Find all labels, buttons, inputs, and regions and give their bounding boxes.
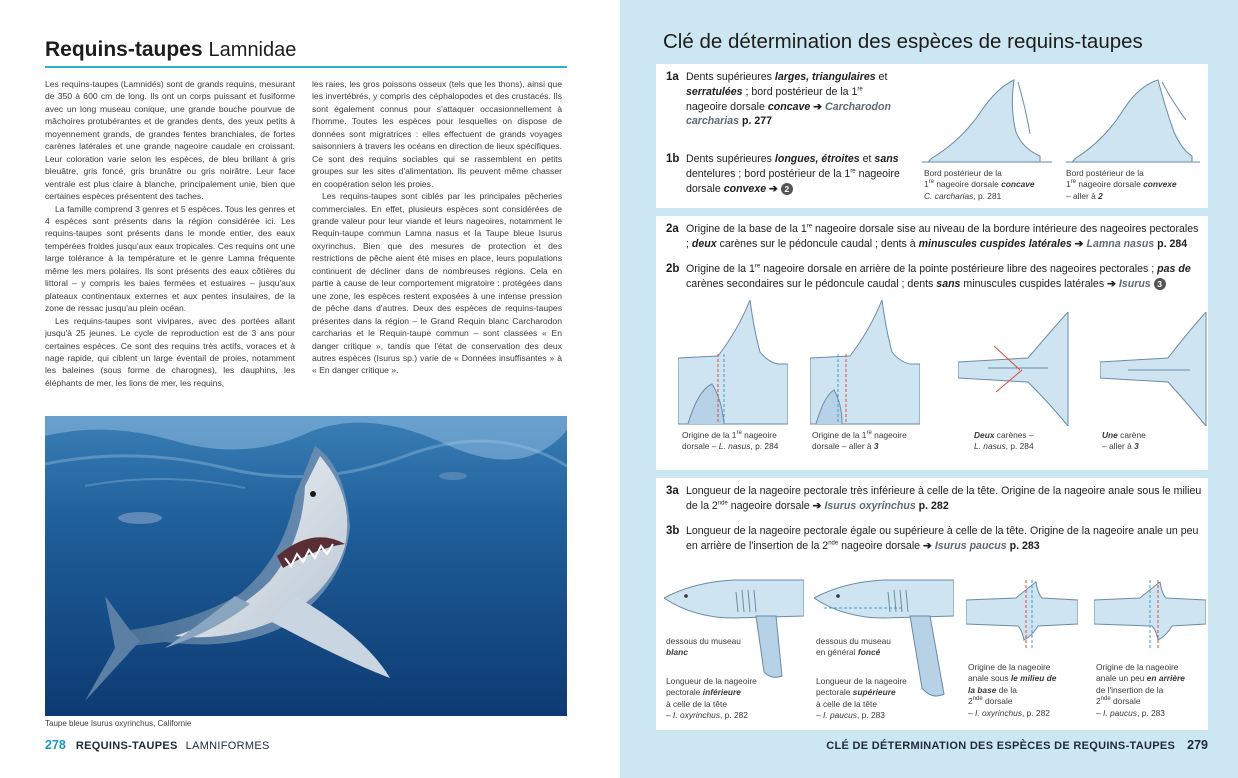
footer-section: CLÉ DE DÉTERMINATION DES ESPÈCES DE REQUINS-TAUPES	[826, 740, 1176, 752]
dorsal-origin-lnasus-figure	[678, 300, 788, 426]
caption-one-keel: Une carène – aller à 3	[1102, 430, 1146, 452]
shark-photo	[45, 416, 567, 716]
caption-snout-white: dessous du museau blanc	[666, 636, 741, 658]
caption-convex: Bord postérieur de la 1re nageoire dorsale convexe – aller à 2	[1066, 168, 1177, 201]
key-entry-2b	[666, 262, 1202, 292]
key-number: 2a	[666, 223, 679, 235]
key-entry-3a	[666, 484, 1202, 514]
text-column-left	[45, 78, 295, 389]
paragraph: les raies, les gros poissons osseux (tels que les thons), ainsi que les invertébrés, y compris des céphalopodes et des crustacés. Ils sont également connus pour s'attaquer occasionnellement à l'homme. Toutes les espèces pour lesquelles on dispose de données sont migratrices : elles effectuent de grands voyages saisonniers à travers les océans en direction de lieux spécifiques. Ce sont des requins sociables qui se rassemblent en petits groupes sur les sites d'alimentation. Ils peuvent même chasser en coopération selon les proies.	[312, 79, 562, 189]
caption-dorsal-origin-lnasus: Origine de la 1re nageoire dorsale – L. nasus, p. 284	[682, 430, 779, 452]
footer-section: REQUINS-TAUPES	[75, 740, 178, 752]
key-text: Dents supérieures larges, triangulaires et serratulées ; bord postérieur de la 1re nageoire dorsale concave ➔ Carcharodon carcharias p. 277	[686, 71, 891, 128]
key-number: 3b	[666, 525, 680, 537]
dorsal-fin-convex-figure	[1066, 70, 1200, 168]
anal-fin-behind-figure	[1094, 576, 1206, 656]
key-number: 1b	[666, 153, 680, 165]
key-number: 1a	[666, 71, 679, 83]
dorsal-fin-concave-figure	[922, 70, 1052, 168]
photo-caption: Taupe bleue Isurus oxyrinchus, Californie	[45, 719, 192, 728]
page-number: 278	[45, 738, 66, 752]
shark-photo-illustration	[45, 416, 567, 716]
caption-anal-behind: Origine de la nageoire anale un peu en arrière de l'insertion de la 2nde dorsale – I. paucus, p. 283	[1096, 662, 1185, 718]
key-text: Origine de la base de la 1re nageoire dorsale sise au niveau de la bordure intérieure des nageoires pectorales ; deux carènes sur le pédoncule caudal ; dents à minuscules cuspides latérales ➔ Lamna nasus p. 284	[686, 223, 1199, 250]
paragraph: Les requins-taupes sont vivipares, avec des portées allant jusqu'à 25 jeunes. Le cycle de reproduction est de 3 ans pour certaines espèces. Ce sont des requins très actifs, voraces et à nage rapide, qui ciblent un large éventail de proies, notamment les baleines (sous forme de charognes), les dauphins, les éléphants de mer, les lions de mer, les requins,	[45, 315, 295, 388]
caudal-keel-one-figure	[1100, 312, 1208, 426]
caption-concave: Bord postérieur de la 1re nageoire dorsale concave C. carcharias, p. 281	[924, 168, 1035, 201]
key-text: Dents supérieures longues, étroites et sans dentelures ; bord postérieur de la 1re nageoire dorsale convexe ➔ 2	[686, 153, 900, 195]
caption-anal-middle: Origine de la nageoire anale sous le milieu de la base de la 2nde dorsale – I. oxyrinchus, p. 282	[968, 662, 1057, 718]
key-box-3	[656, 478, 1208, 730]
text-column-right	[312, 78, 562, 377]
right-footer	[826, 738, 1208, 752]
paragraph: La famille comprend 3 genres et 5 espèces. Tous les genres et 4 espèces sont présents dans la région considérée ici. Les requins-taupes sont présents dans le monde entier, des eaux tempérées froides jusqu'aux eaux tropicales. Ces requins ont une large tolérance à la température et le genre Lamna fréquente même les mers polaires. Ils sont présents des eaux côtières du littoral – y compris les baies fermées et estuaires – jusqu'aux plateaux continentaux externes et aux pentes insulaires, de la zone de ressac jusqu'au plein océan.	[45, 203, 295, 314]
caudal-keels-two-figure	[958, 312, 1070, 426]
key-text: Origine de la 1re nageoire dorsale en arrière de la pointe postérieure libre des nageoires pectorales ; pas de carènes secondaires sur le pédoncule caudal ; dents sans minuscules cuspides latérales ➔ Isurus 3	[686, 263, 1191, 290]
key-box-2	[656, 216, 1208, 470]
key-number: 2b	[666, 263, 680, 275]
key-box-1	[656, 64, 1208, 208]
pectoral-short-figure	[664, 576, 804, 686]
right-page	[620, 0, 1238, 778]
key-entry-2a	[666, 222, 1202, 252]
title-common: Requins-taupes	[45, 38, 203, 61]
title-rule	[45, 66, 567, 68]
caption-pectoral-short: Longueur de la nageoire pectorale inférieure à celle de la tête – I. oxyrinchus, p. 282	[666, 676, 757, 721]
page-title	[45, 38, 296, 62]
dorsal-origin-isurus-figure	[810, 300, 920, 426]
caption-pectoral-long: Longueur de la nageoire pectorale supérieure à celle de la tête – I. paucus, p. 283	[816, 676, 907, 721]
key-entry-3b	[666, 524, 1202, 554]
caption-dorsal-origin-isurus: Origine de la 1re nageoire dorsale – aller à 3	[812, 430, 907, 452]
left-footer	[45, 738, 270, 752]
anal-fin-middle-figure	[966, 576, 1078, 656]
key-entry-1b	[666, 152, 906, 196]
key-title: Clé de détermination des espèces de requins-taupes	[663, 30, 1143, 53]
footer-order: LAMNIFORMES	[185, 740, 270, 752]
title-family: Lamnidae	[208, 39, 297, 61]
paragraph: Les requins-taupes sont ciblés par les principales pêcheries commerciales. En effet, plusieurs espèces sont considérées de grande valeur pour leur viande et leurs nageoires, notamment le Requin-taupe commun Lamna nasus et la Taupe bleue Isurus oxyrinchus. Bien que des mesures de protection et des restrictions de pêche aient été mises en place, leurs populations continuent de décliner dans de nombreuses régions. Cela en partie à cause de leur comportement migratoire : protégées dans une zone, les espèces restent exposées à une intense pression de pêche dans d'autres. Deux des espèces de requins-taupes présentes dans la région – le Grand Requin blanc Carcharodon carcharias et le Requin-taupe commun – sont classées « En danger critique », tandis que l'état de conservation des deux autres espèces (Isurus sp.) varie de « Données insuffisantes » à « En danger critique ».	[312, 191, 562, 376]
key-number: 3a	[666, 485, 679, 497]
caption-two-keels: Deux carènes – L. nasus, p. 284	[974, 430, 1034, 452]
key-entry-1a	[666, 70, 906, 129]
key-text: Longueur de la nageoire pectorale égale ou supérieure à celle de la tête. Origine de la nageoire anale un peu en arrière de l'insertion de la 2nde nageoire dorsale ➔ Isurus paucus p. 283	[686, 525, 1199, 552]
page-number: 279	[1187, 738, 1208, 752]
caption-snout-dark: dessous du museau en général foncé	[816, 636, 891, 658]
key-text: Longueur de la nageoire pectorale très inférieure à celle de la tête. Origine de la nageoire anale sous le milieu de la 2nde nageoire dorsale ➔ Isurus oxyrinchus p. 282	[686, 485, 1202, 512]
paragraph: Les requins-taupes (Lamnidés) sont de grands requins, mesurant de 350 à 600 cm de long. Ils ont un corps puissant et fusiforme avec un long museau conique, une grande bouche pourvue de mâchoires protubérantes et de grandes dents, des yeux petits à moyennement grands, de grandes fentes branchiales, de fortes carènes latérales et une grande nageoire caudale en croissant. Leur coloration varie selon les espèces, de bleu brillant à gris bleuâtre, gris foncé, gris brunâtre ou gris noirâtre. Leur face ventrale est plus claire à blanche, principalement unie, bien que certaines espèces présentent des taches.	[45, 79, 295, 202]
